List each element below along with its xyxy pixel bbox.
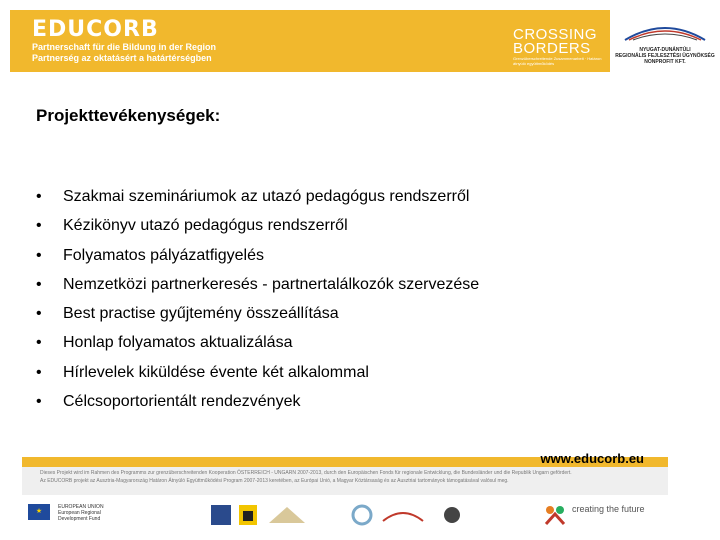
crossing-small-text: Grenzüberschreitende Zusammenarbeit · Határon átnyúló együttműködés: [513, 56, 602, 66]
brand-subtitle-hu: Partnerség az oktatásért a határtérségben: [32, 53, 212, 63]
bullet-icon: •: [36, 363, 42, 381]
partner-text-3: NONPROFIT KFT.: [644, 59, 686, 65]
crossing-borders-logo: [513, 28, 610, 66]
eu-fund-text: [58, 504, 104, 522]
page-title: Projekttevékenységek:: [36, 106, 221, 125]
list-item-text: Célcsoportorientált rendezvények: [63, 393, 301, 411]
list-item: [36, 299, 479, 328]
borders-text: BORDERS: [513, 40, 591, 57]
creating-future-text: creating the future: [572, 504, 645, 514]
bullet-icon: •: [36, 275, 42, 293]
activity-list: [36, 182, 479, 416]
bullet-icon: •: [36, 393, 42, 411]
sponsor-logos: [22, 500, 698, 536]
list-item-text: Best practise gyűjtemény összeállítása: [63, 305, 339, 323]
funding-disclaimer: [40, 469, 680, 485]
header-banner: [10, 10, 610, 72]
list-item: [36, 241, 479, 270]
bullet-icon: •: [36, 305, 42, 323]
list-item: [36, 211, 479, 240]
eu-flag-icon: ★: [28, 504, 50, 520]
list-item: [36, 358, 479, 387]
list-item-text: Nemzetközi partnerkeresés - partnertalálkozók szervezése: [63, 275, 480, 293]
partner-text-1: NYUGAT-DUNÁNTÚLI: [639, 47, 691, 53]
partner-agency-logo: [615, 20, 715, 68]
crossing-text: CROSSING: [513, 26, 598, 43]
bullet-icon: •: [36, 188, 42, 205]
list-item-text: Honlap folyamatos aktualizálása: [63, 334, 293, 352]
list-item-text: Hírlevelek kiküldése évente két alkalommal: [63, 363, 369, 381]
disclaimer-line-de: Dieses Projekt wird im Rahmen des Programms zur grenzüberschreitenden Kooperation ÖSTERREICH - UNGARN 2007-2013, durch den Europäischen Fonds für regionale Entwicklung, die Bundesländer und die Republik Ungarn gefördert.: [40, 470, 572, 476]
list-item: [36, 387, 479, 416]
bullet-icon: •: [36, 246, 42, 264]
list-item: [36, 270, 479, 299]
partner-text-2: REGIONÁLIS FEJLESZTÉSI ÜGYNÖKSÉG: [615, 53, 715, 59]
bullet-icon: •: [36, 217, 42, 235]
creating-future-icon: [542, 502, 568, 528]
list-item-text: Folyamatos pályázatfigyelés: [63, 246, 264, 264]
list-item-text: Kézikönyv utazó pedagógus rendszerről: [63, 217, 348, 235]
list-item: [36, 182, 479, 211]
eu-text-1: EUROPEAN UNION: [58, 504, 104, 510]
brand-title: EDUCORB: [32, 17, 159, 42]
partner-logos-strip-icon: [207, 503, 527, 529]
bullet-icon: •: [36, 334, 42, 352]
list-item: [36, 328, 479, 357]
educorb-logo: [32, 18, 216, 64]
brand-subtitle-de: Partnerschaft für die Bildung in der Region: [32, 42, 217, 52]
partner-arc-icon: [615, 20, 715, 42]
eu-text-2: European Regional: [58, 510, 101, 516]
disclaimer-line-hu: Az EDUCORB projekt az Ausztria-Magyarország Határon Átnyúló Együttműködési Program 2007-2013 keretében, az Európai Unió, a Magyar Köztársaság és az Ausztriai tartományok támogatásával valósul meg.: [40, 478, 509, 484]
eu-text-3: Development Fund: [58, 516, 101, 522]
list-item-text: Szakmai szemináriumok az utazó pedagógus rendszerről: [63, 188, 470, 205]
website-link[interactable]: www.educorb.eu: [540, 451, 644, 466]
